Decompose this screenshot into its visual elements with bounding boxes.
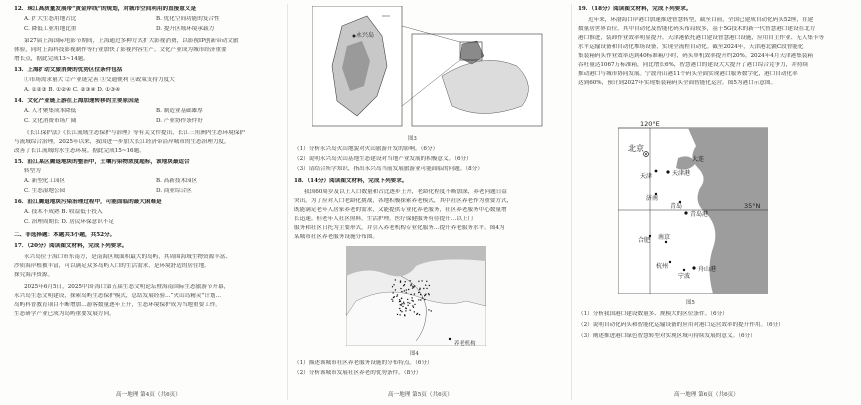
material-text: 服务和社区日托为主要形式，并引入养老机构专业化服务…提升养老服务水平。图4为	[294, 225, 505, 231]
facility-dot	[401, 298, 402, 299]
facility-dot	[412, 305, 413, 306]
page-divider	[287, 4, 288, 400]
material-text: 集装箱码头作业效率达到40标准箱/小时，码头单机效率提升约20%。2024年4月天津港集装箱	[578, 53, 814, 59]
page-divider	[571, 4, 572, 400]
question-13: 13．上海扩动文旅消费的优势区位条件包括	[14, 67, 123, 73]
question-18-1: （1）描述该城市社区养老服务设施的分布特点。（6分）	[294, 360, 433, 366]
material-text: 我国60周岁及以上人口数量和占比逐步上升，老龄化程度不断加深，养老问题日益	[304, 189, 507, 195]
material-text: 第27届上海国际电影节期间，上海通过多种方式扩大影视消费，以影视IP创新带动文旅	[24, 38, 239, 44]
facility-dot	[404, 284, 405, 285]
facility-dot	[420, 299, 421, 300]
question-18: 18．（14分）阅读图文材料，完成下列要求。	[294, 178, 408, 184]
question-12: 12．珠江高质量发展带“黄金岸线”的规划，对城市空间利用的直接意义是	[14, 6, 197, 12]
material-text: 港口推进，装卸作业效率明显提升。天津港依托港口建设智慧港口设施，应用自主作业、无人集卡等	[578, 35, 825, 41]
facility-dot	[400, 310, 401, 311]
facility-dot	[399, 301, 400, 302]
facility-dot	[411, 284, 412, 285]
figure-4-caption: 图4	[410, 351, 419, 357]
option-b: B. 优化空间功能的复合性	[156, 16, 220, 22]
material-text: 沙质海岸植被丰富，可以满足众多岛屿人口的生活需求，是环境舒适的居住地。	[14, 263, 210, 269]
question-18-2: （2）分析该城市发展社区养老的优势条件。（8分）	[294, 370, 422, 376]
material-text: 增长点，据此完成13~14题。	[14, 56, 89, 62]
facility-dot	[392, 286, 393, 287]
option-c: C. 文化消费市场广阔	[24, 118, 77, 124]
facility-dot	[414, 311, 415, 312]
question-19-3: （3）阐述推进港口绿色智慧转型对实现区域可持续发展的意义。（6分）	[578, 333, 756, 339]
question-15: 15．沿江某区腾退地块的整治中，土壤污染物浓度超标，该地块最适合	[14, 159, 190, 165]
city-label: 天津	[640, 173, 653, 180]
material-text: 永兴岛生态文明建设，探索岛屿生态保护模式，总结发展经验…“火山岛精灵”计划…	[14, 293, 222, 299]
facility-dot	[425, 285, 426, 286]
facility-dot	[407, 302, 408, 303]
facility-dot	[418, 281, 419, 282]
material-text: 改善了长江流域的水生态环境。据此完成15~16题。	[14, 148, 145, 154]
facility-dot	[410, 285, 411, 286]
facility-dot	[405, 310, 406, 311]
question-16: 16．沿江腾退地块污染治理过程中，可能面临的最大困难是	[14, 199, 162, 205]
facility-dot	[400, 288, 401, 289]
option-c: C. 生态湿地公园	[24, 188, 66, 194]
question-19-1: （1）分析我国港口建设数量多、规模大的区位条件。（6分）	[578, 311, 728, 317]
city-label: 大连	[692, 156, 705, 163]
option-a: A. 扩大生态用地占比	[24, 16, 77, 22]
right-page	[574, 0, 855, 405]
port-label: 天津港	[672, 170, 691, 177]
city-label: 南京	[658, 234, 671, 241]
material-text: 长迅速。但老年人社区照料，生活护理，医疗保健服务有待提升…以上门	[294, 216, 474, 222]
facility-dot	[407, 305, 408, 306]
facility-dot	[418, 299, 419, 300]
latitude-label: 35°N	[744, 202, 761, 210]
facility-dot	[424, 299, 425, 300]
facility-dot	[401, 311, 402, 312]
page-footer: 高一地理 第6页（共6页）	[674, 392, 739, 398]
facility-dot	[397, 294, 398, 295]
facility-dot	[401, 303, 402, 304]
facility-dot	[423, 288, 424, 289]
city-label: 合肥	[638, 237, 651, 244]
facility-dot	[413, 287, 414, 288]
material-text: 与流域综合治理，2025年以来，我国进一步加大长江经济带沿岸城市的生态治理力度，	[14, 139, 230, 145]
longitude-label: 120°E	[640, 120, 660, 128]
facility-dot	[410, 294, 411, 295]
facility-dot	[392, 292, 393, 293]
facility-dot	[422, 297, 423, 298]
options-row: A. 技术不成熟 B. 收益低于投入	[24, 209, 103, 215]
facility-dot	[405, 281, 406, 282]
city-label: 北京	[628, 144, 644, 153]
material-text: 水平运输设备和自动化堆场设备，实现全流程自动化。截至2024年，天津港北疆C段智能化	[578, 44, 804, 50]
question-19: 19．（18分）阅读图文材料，完成下列要求。	[578, 6, 692, 12]
facility-dot	[420, 294, 421, 295]
figure-4-map	[346, 246, 486, 346]
city-label: 青岛	[670, 203, 683, 210]
material-text: 某城市社区养老服务设施分布图。	[294, 234, 378, 240]
facility-dot	[431, 310, 432, 311]
facility-dot	[407, 299, 408, 300]
question-19-2: （2）说明自动化码头和智能化运输设备的应用对港口运营效率的提升作用。（6分）	[578, 322, 784, 328]
material-text: 《长江保护法》《长江流域生态保护与治理》等有关文件提出，长江三角洲内生态环境保护	[24, 130, 245, 136]
facility-dot	[399, 299, 400, 300]
material-text: 体验，同时上海科技影视制作等行业加快了影视内容生产。文化产业成为城市经济重要	[14, 47, 227, 53]
facility-dot	[401, 304, 402, 305]
section-heading: 二、非选择题：本题共3小题，共52分。	[14, 232, 116, 238]
option-a: A. 人才聚集成本降低	[24, 108, 77, 114]
material-text: 生态研学产业已成为岛屿重要发展方向。	[14, 311, 115, 317]
facility-dot	[414, 304, 415, 305]
option-b: B. 制造业基础雄厚	[156, 108, 203, 114]
facility-dot	[409, 303, 410, 304]
facility-dot	[429, 294, 430, 295]
facility-dot	[413, 307, 414, 308]
material-text: 数量居世界首位，其中自动化及智能化码头布局较多，基于5G技术的新一代智慧港口建设在北方	[578, 26, 816, 32]
facility-dot	[401, 291, 402, 292]
facility-dot	[406, 289, 407, 290]
statement-list: ①市场需求量大 ②产业链完善 ③交通便利 ④政策支持力度大	[24, 77, 175, 83]
facility-dot	[414, 285, 415, 286]
facility-dot	[419, 288, 420, 289]
figure-3-map	[312, 6, 552, 136]
question-17-1: （1）分析永兴岛火山地貌对火山旅游开发的影响。（6分）	[294, 146, 439, 152]
option-b: B. 高新技术园区	[156, 178, 198, 184]
facility-dot	[397, 314, 398, 315]
facility-dot	[399, 308, 400, 309]
facility-dot	[399, 314, 400, 315]
material-text: 吞吐量达1067万标准箱，同比增长6%，智慧港口的建设大大提升了港口综合竞争力，并持续	[578, 62, 809, 68]
facility-dot	[419, 289, 420, 290]
port-label: 舟山港	[698, 266, 717, 273]
question-17-2: （2）说明永兴岛火山基地生态建设对当地产业发展的积极意义。（6分）	[294, 156, 472, 162]
port-marker	[684, 211, 687, 214]
city-label: 济南	[646, 195, 659, 202]
option-d: D. 产业协作条件好	[156, 118, 203, 124]
port-marker	[666, 170, 669, 173]
facility-dot	[419, 314, 420, 315]
options-row: A. ①②③ B. ①②④ C. ②③④ D. ①③④	[24, 87, 121, 93]
facility-dot	[404, 290, 405, 291]
facility-dot	[408, 289, 409, 290]
figure-5-caption: 图5	[686, 300, 695, 306]
question-15-cont: 转型为	[24, 168, 41, 174]
page-footer: 高一地理 第5页（共6页）	[388, 392, 453, 398]
option-c: C. 降低工业用地比重	[24, 26, 77, 32]
island-label: 永兴岛	[356, 32, 375, 39]
option-d: D. 提升区域环境承载力	[156, 26, 215, 32]
facility-dot	[425, 294, 426, 295]
facility-dot	[426, 288, 427, 289]
facility-dot	[414, 293, 415, 294]
facility-dot	[421, 280, 422, 281]
material-text: 既能满足老年人居家养老的需求，又能提供专业化养老服务，社区养老服务中心数量增	[294, 207, 507, 213]
material-text: 近年来，环渤海口岸港口加速推进智慧转型，截至目前，全国已建成自动化码头52座，在建	[588, 17, 814, 23]
page-footer: 高一地理 第4页（共6页）	[116, 392, 181, 398]
city-label: 杭州	[656, 263, 669, 270]
facility-dot	[411, 297, 412, 298]
facility-dot	[393, 297, 394, 298]
facility-dot	[428, 309, 429, 310]
facility-dot	[418, 292, 419, 293]
facility-dot	[391, 299, 392, 300]
middle-page	[290, 0, 568, 405]
facility-dot	[392, 300, 393, 301]
facility-dot	[406, 308, 407, 309]
figure-3-caption: 图3	[408, 136, 417, 142]
option-d: D. 商业综合区	[156, 188, 192, 194]
facility-dot	[403, 303, 404, 304]
option-a: A. 新型化工园区	[24, 178, 66, 184]
material-text: 永兴岛位于海口市东南方，是南海区域面积最大的岛屿，其周围海域生物资源丰富、	[24, 254, 231, 260]
legend-label: 养老机构	[454, 341, 476, 347]
facility-dot	[402, 306, 403, 307]
port-label: 青岛港	[690, 211, 709, 218]
material-text: 探究海洋资源。	[14, 272, 54, 278]
facility-dot	[403, 302, 404, 303]
material-text: 突出。为了应对人口老龄化挑战，各地积极探索养老模式，其中社区养老作为重要方式，	[294, 198, 513, 204]
facility-dot	[410, 310, 411, 311]
facility-dot	[400, 280, 401, 281]
facility-dot	[396, 296, 397, 297]
figure-5-map	[618, 118, 768, 294]
port-marker	[692, 266, 695, 269]
facility-dot	[395, 289, 396, 290]
facility-dot	[404, 314, 405, 315]
facility-dot	[406, 292, 407, 293]
material-text: 2025年6月5日，2025中国·海口第五届生态文明论坛暨海南国际生态旅游节开幕，	[24, 284, 230, 290]
question-14: 14．文化产业链上游在上海加速转移的主要原因是	[14, 98, 140, 104]
material-text: 岛屿科普教育项目不断增加…游客数量逐年上升，生态环境保护成为当地重要工作。	[14, 302, 221, 308]
facility-dot	[426, 281, 427, 282]
facility-dot	[411, 300, 412, 301]
facility-dot	[412, 287, 413, 288]
question-17: 17．（20分）阅读图文材料，完成下列要求。	[14, 243, 128, 249]
facility-dot	[429, 285, 430, 286]
material-text: 推动港口与城市协同发展。宁波舟山港11个码头全面实现港口服务数字化，港口自动化率	[578, 71, 798, 77]
question-17-3: （3）请结合所学知识，指出永兴岛当前发展旅游业可能面临的问题。（8分）	[294, 166, 483, 172]
facility-dot	[417, 313, 418, 314]
facility-dot	[409, 280, 410, 281]
material-text: 达到60%，预计到2027年实现集装箱码头全面智能化运营。图5为港口示意图。	[578, 80, 777, 86]
options-row: C. 治理周期长 D. 居民环保意识不足	[24, 219, 114, 225]
facility-dot	[393, 284, 394, 285]
left-page	[6, 0, 284, 405]
city-label: 宁波	[678, 273, 691, 280]
facility-dot	[395, 279, 396, 280]
